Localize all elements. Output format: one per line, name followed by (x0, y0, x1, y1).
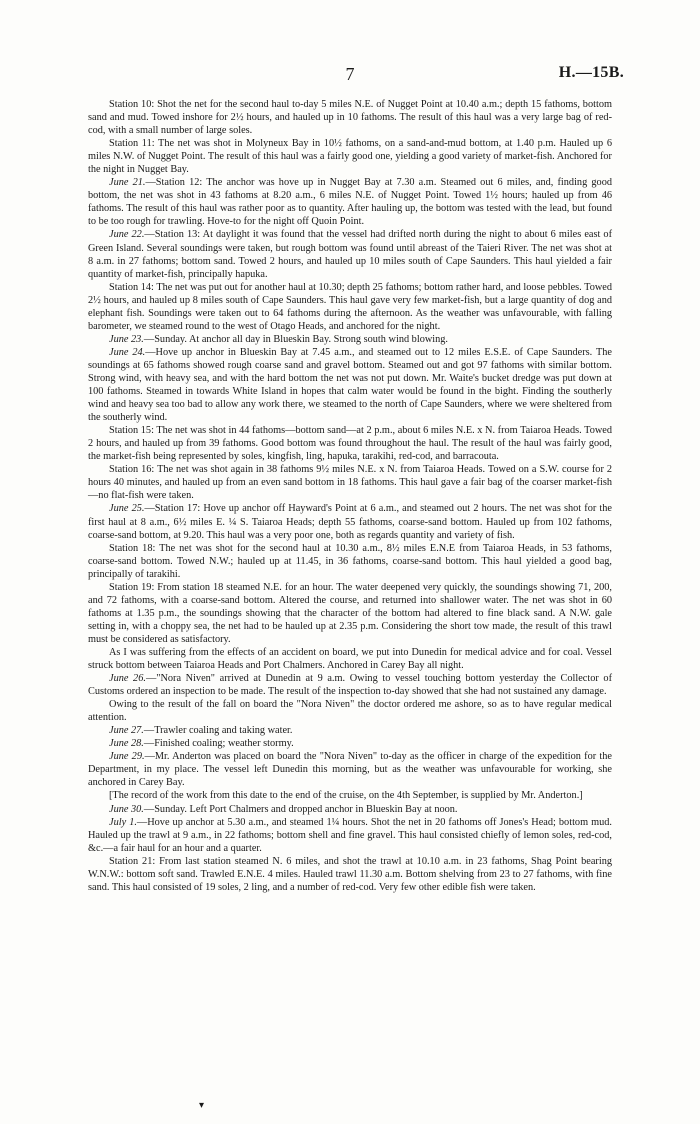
paragraph-text: Station 15: The net was shot in 44 fathoms—bottom sand—at 2 p.m., about 6 miles N.E. x N. from Taiaroa Heads. Towed 2 hours, and hauled up from 39 fathoms. Good bottom was found throughout the haul. The result of the haul was fairly good, the market-fish being represented by soles, kingfish, ling, hapuka, tarakihi, red-cod, and barracouta. (88, 425, 612, 463)
paragraph-text: —Hove up anchor in Blueskin Bay at 7.45 a.m., and steamed out to 12 miles E.S.E. of Cape Saunders. The soundings at 65 fathoms showed rough coarse sand and gravel bottom. Steamed out and got 97 fathoms with similar bottom. Strong wind, with heavy sea, and with the hard bottom the net was not put down. Mr. Waite's bucket dredge was put down at 100 fathoms. Steamed in towards White Island in hopes that calm water would be found in the bight. Finding the southerly wind and heavy sea too bad to allow any work there, we steamed to the north of Cape Saunders, where we were sheltered from the southerly wind. (88, 346, 612, 424)
paragraph (88, 346, 612, 424)
paragraph-text: Station 21: From last station steamed N. 6 miles, and shot the trawl at 10.10 a.m. in 23 fathoms, Shag Point bearing W.N.W.: bottom soft sand. Trawled E.N.E. 4 miles. Hauled trawl 11.30 a.m. Bottom shelving from 23 to 27 fathoms, with fine sand. This haul consisted of 19 soles, 2 ling, and a number of red-cod. Very few other edible fish were taken. (88, 855, 612, 893)
paragraph-text: Station 19: From station 18 steamed N.E. for an hour. The water deepened very quickly, the soundings showing 71, 200, and 72 fathoms, with a coarse-sand bottom. Altered the course, and returned into shallower water. The net was shot in 60 fathoms at 1.35 p.m., the soundings showing that the character of the bottom had altered to fine black sand. A N.W. gale setting in, with a choppy sea, the net had to be hauled up at 2.35 p.m. Considering the short tow made, the result of this trawl must be considered as satisfactory. (88, 581, 612, 645)
paragraph (88, 698, 612, 724)
paragraph (88, 803, 612, 816)
paragraph-text: —Trawler coaling and taking water. (143, 725, 293, 737)
paragraph-text: —Sunday. Left Port Chalmers and dropped anchor in Blueskin Bay at noon. (143, 803, 458, 815)
paragraph-text: —Finished coaling; weather stormy. (143, 738, 294, 750)
paragraph-text: Owing to the result of the fall on board the "Nora Niven" the doctor ordered me ashore, so as to have regular medical attention. (88, 699, 612, 724)
paragraph-date: June 25. (109, 503, 145, 515)
paragraph-text: —"Nora Niven" arrived at Dunedin at 9 a.m. Owing to vessel touching bottom yesterday the Collector of Customs ordered an inspection to be made. The result of the inspection to-day showed that she had not sustained any damage. (88, 673, 612, 698)
paragraph-text: —Hove up anchor at 5.30 a.m., and steamed 1¼ hours. Shot the net in 20 fathoms off Jones's Head; bottom mud. Hauled up the trawl at 9 a.m., in 22 fathoms; bottom shell and fine gravel. This haul consisted chiefly of lemon soles, red-cod, &c.—a fair haul for an hour and a quarter. (88, 816, 613, 854)
paragraph (88, 672, 612, 698)
paragraph-text: Station 11: The net was shot in Molyneux Bay in 10½ fathoms, on a sand-and-mud bottom, at 1.40 p.m. Hauled up 6 miles N.W. of Nugget Point. The result of this haul was a fairly good one, yielding a good variety of market-fish. Anchored for the night in Nugget Bay. (88, 138, 612, 176)
paragraph (88, 333, 612, 346)
paragraph-date: June 23. (109, 333, 144, 345)
paragraph-date: June 24. (109, 346, 146, 358)
paragraph-text: —Mr. Anderton was placed on board the "Nora Niven" to-day as the officer in charge of the expedition for the Department, in my place. The vessel left Dunedin this morning, but as the weather was unfavourable for working, she anchored in Carey Bay. (88, 751, 612, 789)
paragraph-date: June 26. (109, 673, 146, 685)
paragraph (88, 281, 612, 333)
paragraph-date: June 29. (109, 751, 145, 763)
paragraph-date: June 27. (109, 725, 144, 737)
page-number: 7 (345, 64, 355, 84)
paragraph (88, 176, 612, 228)
paragraph (88, 228, 612, 280)
document-code: H.—15B. (558, 64, 624, 81)
paragraph-text: —Station 13: At daylight it was found that the vessel had drifted north during the night to about 6 miles east of Green Island. Several soundings were taken, but rough bottom was found until abreast of the Taieri River. The net was shot at 8 a.m. in 27 fathoms; bottom sand. Towed 2 hours, and hauled up 10 miles south of Cape Saunders. This haul yielded a fair quantity of market-fish, principally hapuka. (88, 229, 612, 280)
paragraph-text: Station 16: The net was shot again in 38 fathoms 9½ miles N.E. x N. from Taiaroa Heads. Towed on a S.W. course for 2 hours 40 minutes, and hauled up from an even sand bottom in 18 fathoms. This haul gave a fair bag of the coarser market-fish—no flat-fish were taken. (88, 464, 612, 502)
paragraph-date: June 28. (109, 738, 144, 750)
paragraph (88, 542, 612, 581)
paragraph-date: June 30. (109, 803, 144, 815)
paragraph-text: —Station 12: The anchor was hove up in Nugget Bay at 7.30 a.m. Steamed out 6 miles, and, finding good bottom, the net was shot in 43 fathoms at 8.20 a.m., 6 miles N.E. of Nugget Point. Towed 1½ hours; hauled up from 46 fathoms. The result of this haul was rather poor as to quantity. After hauling up, the bottom was tested with the lead, but found to be too rough for trawling. Hove-to for the night off Quoin Point. (88, 177, 612, 228)
paragraph-text: [The record of the work from this date to the end of the cruise, on the 4th September, is supplied by Mr. Anderton.] (109, 790, 583, 802)
paragraph (88, 816, 612, 855)
paragraph (88, 463, 612, 502)
paragraph-text: —Station 17: Hove up anchor off Hayward's Point at 6 a.m., and steamed out 2 hours. The net was shot for the first haul at 8 a.m., 6½ miles E. ¼ S. Taiaroa Heads; depth 55 fathoms, coarse-sand bottom. Hauled up from 102 fathoms, coarse-sand bottom, at 9.20. This haul was a very poor one, both as regards quantity and variety of fish. (88, 503, 612, 541)
paragraph (88, 789, 612, 802)
paragraph-date: June 21. (109, 177, 146, 189)
paragraph (88, 137, 612, 176)
paragraph (88, 581, 612, 646)
print-mark: ▾ (199, 1100, 205, 1111)
paragraph-text: Station 18: The net was shot for the second haul at 10.30 a.m., 8½ miles E.N.E from Taiaroa Heads, in 53 fathoms, coarse-sand bottom. Towed N.W.; hauled up at 11.45, in 36 fathoms, coarse-sand bottom. This haul yielded a good bag, principally of tarakihi. (88, 542, 612, 580)
paragraph (88, 502, 612, 541)
paragraph (88, 724, 612, 737)
paragraph-text: —Sunday. At anchor all day in Blueskin Bay. Strong south wind blowing. (143, 333, 449, 345)
report-body (88, 98, 612, 894)
paragraph (88, 737, 612, 750)
paragraph (88, 750, 612, 789)
paragraph-date: July 1. (109, 816, 137, 828)
paragraph (88, 424, 612, 463)
paragraph-text: As I was suffering from the effects of an accident on board, we put into Dunedin for medical advice and for coal. Vessel struck bottom between Taiaroa Heads and Port Chalmers. Anchored in Carey Bay all night. (88, 646, 612, 672)
paragraph (88, 646, 612, 672)
paragraph-date: June 22. (109, 229, 145, 241)
paragraph (88, 855, 612, 894)
paragraph (88, 98, 612, 137)
paragraph-text: Station 14: The net was put out for another haul at 10.30; depth 25 fathoms; bottom rather hard, and loose pebbles. Towed 2½ hours, and hauled up 8 miles south of Cape Saunders. This haul gave very few market-fish, but a large quantity of dog and elephant fish. Soundings were taken out to 64 fathoms during the afternoon. As the weather was unfavourable, with falling barometer, we steamed round to the west of Otago Heads, and anchored for the night. (88, 281, 612, 332)
paragraph-text: Station 10: Shot the net for the second haul to-day 5 miles N.E. of Nugget Point at 10.40 a.m.; depth 15 fathoms, bottom sand and mud. Towed inshore for 2½ hours, and hauled up in 10 fathoms. The result of this haul was a very large bag of red-cod, with a small number of large soles. (88, 99, 612, 137)
